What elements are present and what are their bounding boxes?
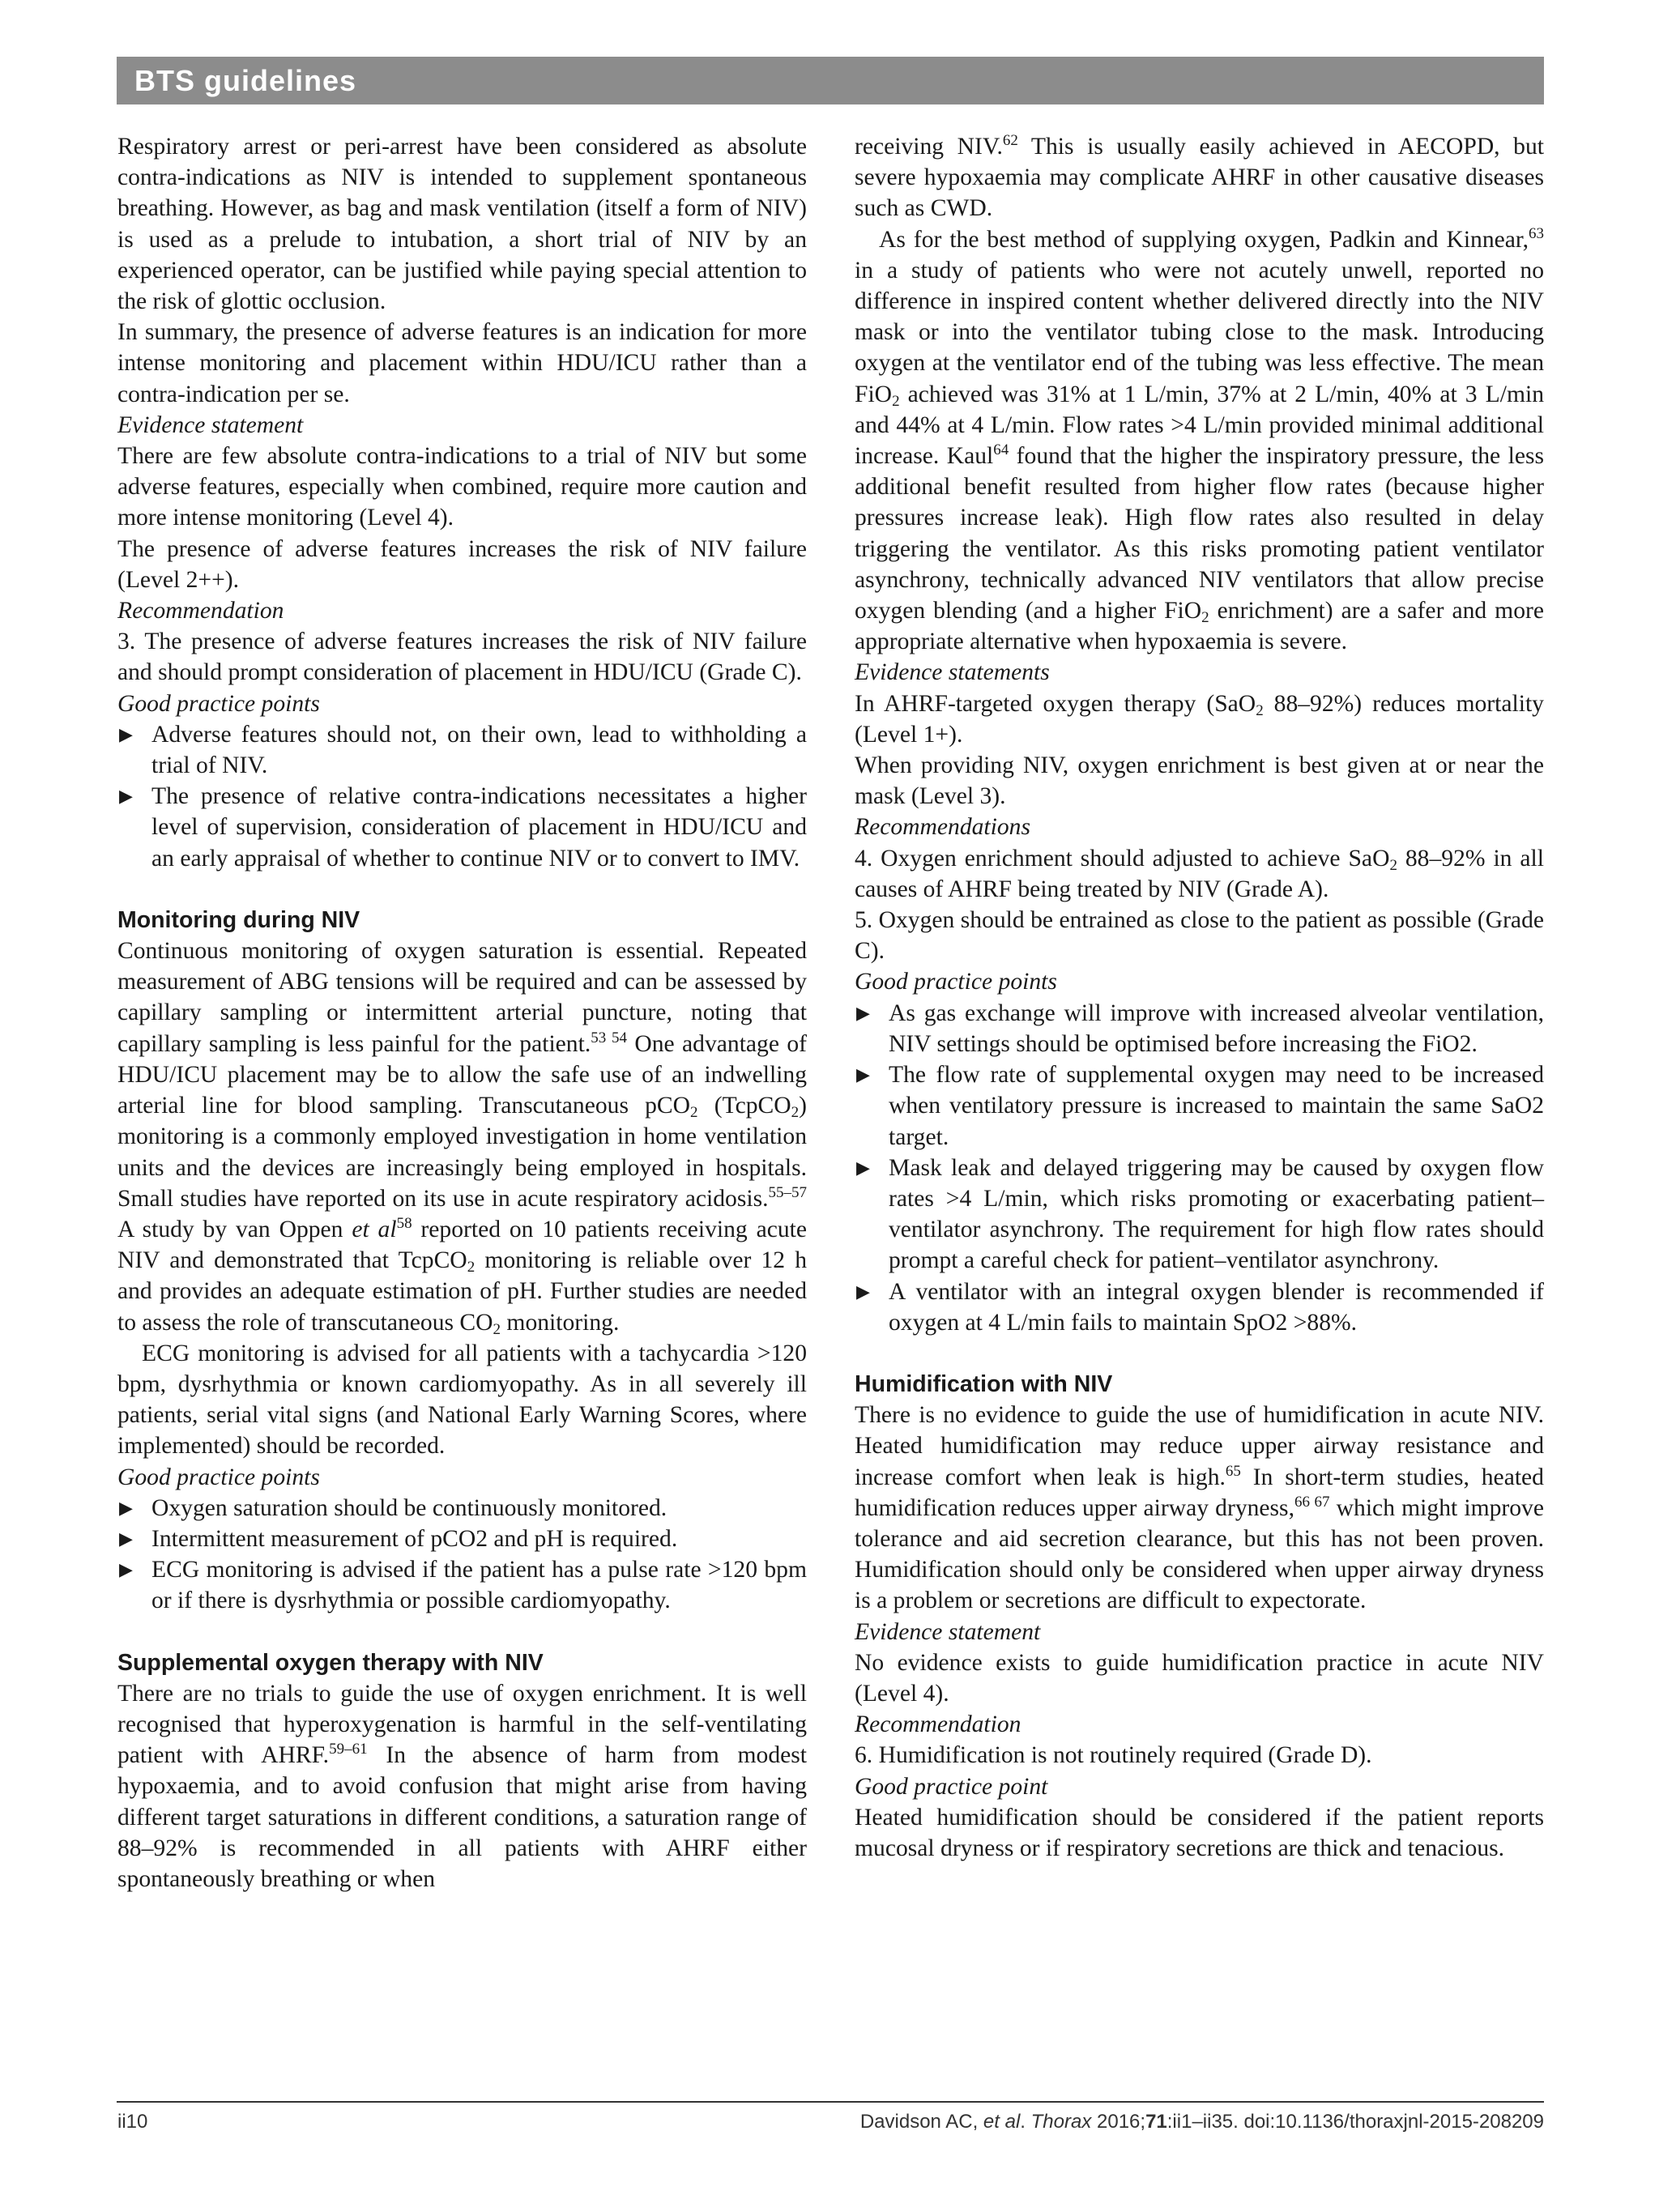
paragraph: 5. Oxygen should be entrained as close to the patient as possible (Grade C).	[855, 907, 1544, 965]
label-recommendations: Recommendations	[855, 814, 1030, 841]
triangle-bullet-icon: ▶	[119, 1528, 133, 1549]
list-item: ▶ Intermittent measurement of pCO2 and pH is required.	[117, 1524, 807, 1554]
paragraph: No evidence exists to guide humidification practice in acute NIV (Level 4).	[855, 1649, 1544, 1707]
paragraph: As for the best method of supplying oxygen, Padkin and Kinnear,$^{63}$ in a study of patients who were not acutely unwell, reported no difference in inspired content whether delivered directly into the NIV mask or into the ventilator tubing close to the mask. Introducing oxygen at the ventilator end of the tubing was less effective. The mean FiO$_2$ achieved was 31% at 1 L/min, 37% at 2 L/min, 40% at 3 L/min and 44% at 4 L/min. Flow rates >4 L/min provided minimal additional increase. Kaul$^{64}$ found that the higher the inspiratory pressure, the less additional benefit resulted from higher flow rates (because higher pressures increase leak). High flow rates also resulted in delay triggering the ventilator. As this risks promoting patient ventilator asynchrony, technically advanced NIV ventilators that allow precise oxygen blending (and a higher FiO$_2$ enrichment) are a safer and more appropriate alternative when hypoxaemia is severe.	[855, 224, 1544, 655]
label-good-practice-points: Good practice points	[855, 969, 1057, 995]
label-recommendation: Recommendation	[117, 598, 284, 624]
triangle-bullet-icon: ▶	[856, 1002, 870, 1023]
paragraph: There is no evidence to guide the use of humidification in acute NIV. Heated humidification may reduce upper airway resistance and increase comfort when leak is high.$^{65}$ In short-term studies, heated humidification reduces upper airway dryness,$^{66 67}$ which might improve tolerance and aid secretion clearance, but this has not been proven. Humidification should only be considered when upper airway dryness is a problem or secretions are difficult to expectorate.	[855, 1402, 1544, 1614]
triangle-bullet-icon: ▶	[856, 1281, 870, 1302]
paragraph: receiving NIV.$^{62}$ This is usually easily achieved in AECOPD, but severe hypoxaemia may complicate AHRF in other causative diseases such as CWD.	[855, 132, 1544, 222]
section-header-title: BTS guidelines	[134, 63, 357, 97]
right-column	[855, 131, 1544, 1864]
list-item: ▶ ECG monitoring is advised if the patient has a pulse rate >120 bpm or if there is dysrhythmia or possible cardiomyopathy.	[117, 1554, 807, 1616]
label-good-practice-point: Good practice point	[855, 1773, 1048, 1800]
list-item: ▶ Mask leak and delayed triggering may be caused by oxygen flow rates >4 L/min, which risks promoting or exacerbating patient–ventilator asynchrony. The requirement for high flow rates should prompt a careful check for patient–ventilator asynchrony.	[855, 1153, 1544, 1276]
heading-monitoring: Monitoring during NIV	[117, 906, 360, 933]
paragraph: When providing NIV, oxygen enrichment is best given at or near the mask (Level 3).	[855, 752, 1544, 810]
paragraph: Continuous monitoring of oxygen saturation is essential. Repeated measurement of ABG tensions will be required and can be assessed by capillary sampling or intermittent arterial puncture, noting that capillary sampling is less painful for the patient.$^{53 54}$ One advantage of HDU/ICU placement may be to allow the safe use of an indwelling arterial line for blood sampling. Transcutaneous pCO$_2$ (TcpCO$_2$) monitoring is a commonly employed investigation in home ventilation units and the devices are increasingly being employed in hospitals. Small studies have reported on its use in acute respiratory acidosis.$^{55-57}$ A study by van Oppen et $al^{58}$ reported on 10 patients receiving acute NIV and demonstrated that TcpCO$_2$ monitoring is reliable over 12 h and provides an adequate estimation of pH. Further studies are needed to assess the role of transcutaneous $CO_2$ monitoring.	[117, 938, 808, 1338]
heading-humidification: Humidification with NIV	[855, 1370, 1113, 1397]
paragraph: Heated humidification should be considered if the patient reports mucosal dryness or if respiratory secretions are thick and tenacious.	[855, 1804, 1544, 1861]
triangle-bullet-icon: ▶	[119, 1559, 133, 1580]
triangle-bullet-icon: ▶	[856, 1064, 870, 1085]
paragraph: 3. The presence of adverse features increases the risk of NIV failure and should prompt consideration of placement in HDU/ICU (Grade C).	[117, 629, 807, 686]
paragraph: ECG monitoring is advised for all patients with a tachycardia >120 bpm, dysrhythmia or known cardiomyopathy. As in all severely ill patients, serial vital signs (and National Early Warning Scores, where implemented) should be recorded.	[117, 1340, 807, 1460]
label-evidence-statements: Evidence statements	[855, 659, 1050, 686]
bullet-list	[117, 719, 807, 874]
list-item: ▶ Oxygen saturation should be continuously monitored.	[117, 1493, 807, 1524]
label-good-practice-points: Good practice points	[117, 690, 320, 717]
paragraph: Respiratory arrest or peri-arrest have been considered as absolute contra-indications as NIV is intended to supplement spontaneous breathing. However, as bag and mask ventilation (itself a form of NIV) is used as a prelude to intubation, a short trial of NIV by an experienced operator, can be justified while paying special attention to the risk of glottic occlusion.	[117, 134, 807, 315]
bullet-list	[117, 1493, 807, 1617]
label-evidence-statement: Evidence statement	[855, 1618, 1041, 1645]
label-good-practice-points: Good practice points	[117, 1464, 320, 1490]
page-number: ii10	[117, 2111, 148, 2133]
triangle-bullet-icon: ▶	[119, 1497, 133, 1518]
heading-supplemental-oxygen: Supplemental oxygen therapy with NIV	[117, 1649, 544, 1676]
label-evidence-statement: Evidence statement	[117, 411, 304, 438]
paragraph: 6. Humidification is not routinely required (Grade D).	[855, 1742, 1372, 1769]
left-column	[117, 131, 807, 1894]
list-item: ▶ A ventilator with an integral oxygen blender is recommended if oxygen at 4 L/min fails to maintain SpO2 >88%.	[855, 1276, 1544, 1338]
paragraph: 4. Oxygen enrichment should adjusted to achieve SaO$_2$ 88–92% in all causes of AHRF being treated by NIV (Grade A).	[855, 845, 1544, 902]
paragraph: In AHRF-targeted oxygen therapy (SaO$_2$ 88–92%) reduces mortality (Level 1+).	[855, 690, 1544, 748]
citation: Davidson AC, et al. Thorax 2016;71:ii1–ii35. doi:10.1136/thoraxjnl-2015-208209	[859, 2111, 1544, 2133]
list-item: ▶ As gas exchange will improve with increased alveolar ventilation, NIV settings should be optimised before increasing the FiO2.	[855, 998, 1544, 1059]
triangle-bullet-icon: ▶	[856, 1157, 870, 1178]
paragraph: There are few absolute contra-indications to a trial of NIV but some adverse features, especially when combined, require more caution and more intense monitoring (Level 4).	[117, 443, 807, 531]
bullet-list	[855, 998, 1544, 1338]
list-item: ▶ Adverse features should not, on their own, lead to withholding a trial of NIV.	[117, 719, 807, 781]
section-header-bar	[117, 57, 1544, 104]
list-item: ▶ The presence of relative contra-indications necessitates a higher level of supervision, consideration of placement in HDU/ICU and an early appraisal of whether to continue NIV or to convert to IMV.	[117, 781, 807, 874]
triangle-bullet-icon: ▶	[119, 786, 133, 807]
label-recommendation: Recommendation	[855, 1711, 1021, 1738]
paragraph: In summary, the presence of adverse features is an indication for more intense monitoring and placement within HDU/ICU rather than a contra-indication per se.	[117, 319, 807, 407]
list-item: ▶ The flow rate of supplemental oxygen may need to be increased when ventilatory pressure is increased to maintain the same SaO2 target.	[855, 1059, 1544, 1153]
footer-divider	[117, 2101, 1544, 2103]
paragraph: The presence of adverse features increases the risk of NIV failure (Level 2++).	[117, 535, 807, 593]
paragraph: There are no trials to guide the use of oxygen enrichment. It is well recognised that hyperoxygenation is harmful in the self-ventilating patient with AHRF.$^{59-61}$ In the absence of harm from modest hypoxaemia, and to avoid confusion that might arise from having different target saturations in different conditions, a saturation range of 88–92% is recommended in all patients with AHRF either spontaneously breathing or when	[117, 1680, 808, 1892]
triangle-bullet-icon: ▶	[119, 723, 133, 744]
